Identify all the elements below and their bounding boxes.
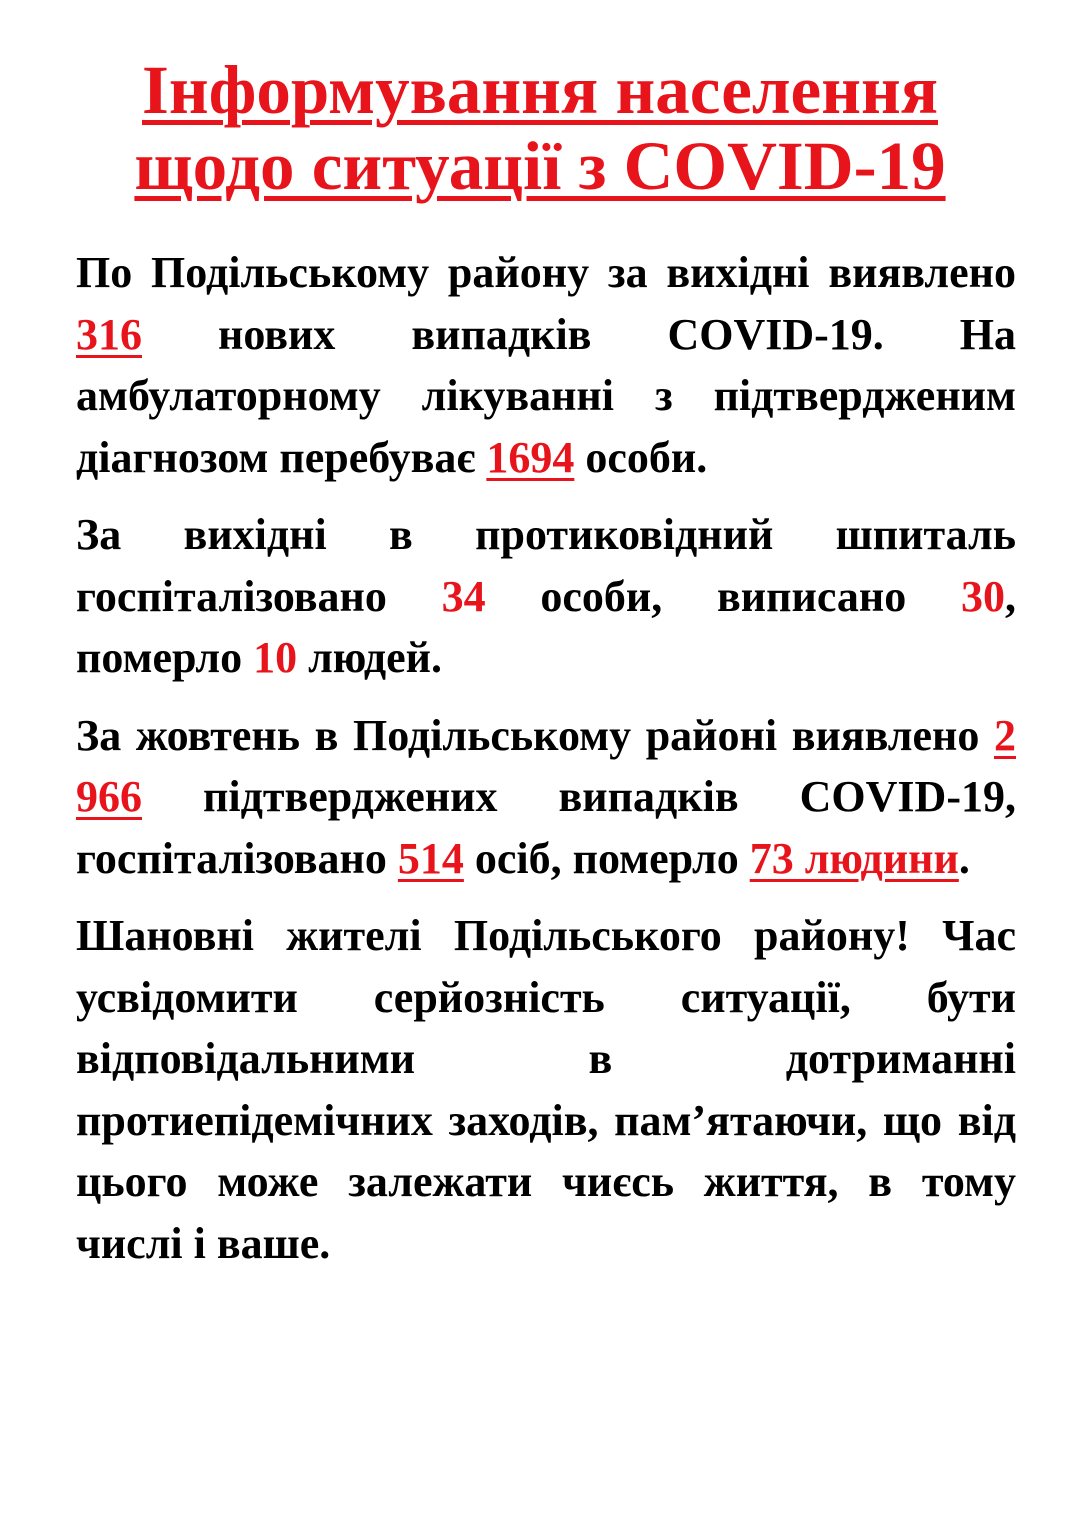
october-cases-count: 2 966 <box>76 710 1016 821</box>
text-segment: підтверджених випадків COVID-19, госпіталізовано <box>76 772 1016 883</box>
paragraph-new-cases <box>76 242 1016 488</box>
new-cases-count: 316 <box>76 309 142 359</box>
paragraph-october <box>76 705 1016 890</box>
text-segment: особи, виписано <box>485 571 961 621</box>
text-segment: особи. <box>574 432 708 482</box>
text-segment: За вихідні в протиковідний шпиталь госпіталізовано <box>76 510 1016 621</box>
outpatients-count: 1694 <box>486 432 575 482</box>
paragraph-hospital <box>76 504 1016 689</box>
deaths-count: 10 <box>253 633 298 682</box>
title-line-1: Інформування населення <box>141 52 939 128</box>
text-segment: людей. <box>297 633 443 682</box>
title-line-2: щодо ситуації з COVID-19 <box>134 128 946 204</box>
text-segment: За жовтень в Подільському районі виявлено <box>76 710 994 760</box>
october-hospitalized-count: 514 <box>397 833 464 883</box>
hospitalized-count: 34 <box>441 571 486 621</box>
page-title <box>60 52 1020 204</box>
announcement-body <box>76 242 1016 1290</box>
discharged-count: 30 <box>960 571 1005 621</box>
october-deaths-count: 73 людини <box>749 833 959 883</box>
text-segment: , померло <box>76 571 1016 682</box>
text-segment: осіб, померло <box>463 833 750 883</box>
text-segment: нових випадків COVID-19. На амбулаторному лікуванні з підтвердженим діагнозом перебуває <box>76 309 1016 482</box>
text-segment: . <box>958 833 970 883</box>
paragraph-appeal: Шановні жителі Подільського району! Час усвідомити серйозність ситуації, бути відповідальними в дотриманні протиепідемічних заходів, пам’ятаючи, що від цього може залежати чиєсь життя, в тому числі і ваше. <box>76 911 1016 1268</box>
text-segment: По Подільському району за вихідні виявлено <box>76 248 1016 297</box>
